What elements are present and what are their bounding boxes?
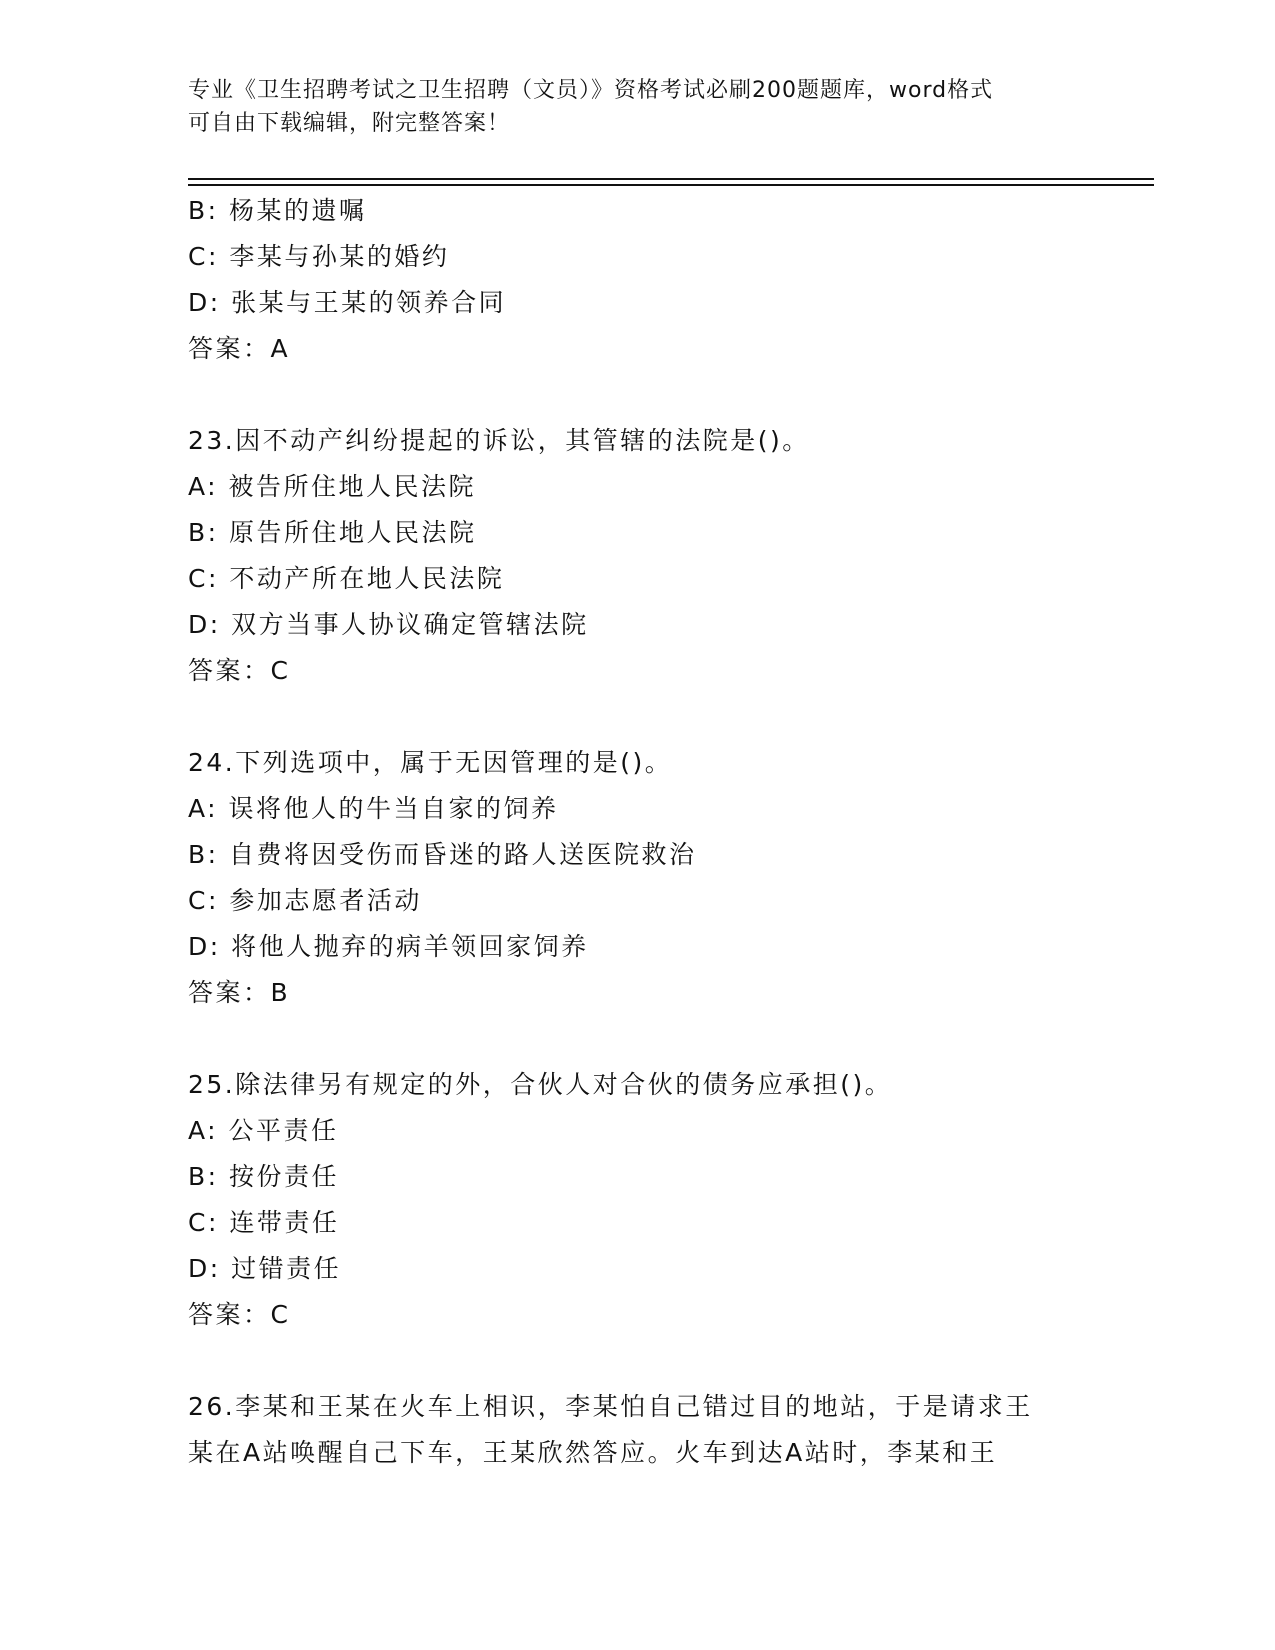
- question-25: [188, 1062, 1088, 1338]
- option-c: C: 连带责任: [188, 1208, 340, 1237]
- answer: 答案：C: [188, 1300, 291, 1329]
- header-divider-top: [188, 178, 1154, 180]
- header-line-1: 专业《卫生招聘考试之卫生招聘（文员）》资格考试必刷200题题库，word格式: [188, 78, 994, 103]
- question-stem-line-2: 某在A站唤醒自己下车，王某欣然答应。火车到达A站时，李某和王: [188, 1438, 998, 1467]
- option-c: C: 不动产所在地人民法院: [188, 564, 505, 593]
- header-line-2: 可自由下载编辑，附完整答案！: [188, 111, 511, 136]
- option-a: A: 误将他人的牛当自家的饲养: [188, 794, 559, 823]
- question-stem: 25.除法律另有规定的外，合伙人对合伙的债务应承担()。: [188, 1070, 893, 1099]
- question-stem: 24.下列选项中，属于无因管理的是()。: [188, 748, 673, 777]
- header-divider-bottom: [188, 184, 1154, 186]
- option-c: C: 李某与孙某的婚约: [188, 242, 450, 271]
- option-d: D: 过错责任: [188, 1254, 342, 1283]
- option-d: D: 双方当事人协议确定管辖法院: [188, 610, 589, 639]
- option-a: A: 公平责任: [188, 1116, 339, 1145]
- question-24: [188, 740, 1088, 1016]
- question-list: [188, 188, 1088, 1476]
- question-26: [188, 1384, 1088, 1476]
- option-d: D: 将他人抛弃的病羊领回家饲养: [188, 932, 589, 961]
- answer: 答案：B: [188, 978, 291, 1007]
- option-b: B: 原告所住地人民法院: [188, 518, 477, 547]
- option-a: A: 被告所住地人民法院: [188, 472, 477, 501]
- question-23: [188, 418, 1088, 694]
- option-b: B: 自费将因受伤而昏迷的路人送医院救治: [188, 840, 697, 869]
- option-b: B: 按份责任: [188, 1162, 340, 1191]
- option-c: C: 参加志愿者活动: [188, 886, 422, 915]
- option-b: B: 杨某的遗嘱: [188, 196, 367, 225]
- document-header: [188, 74, 1068, 140]
- question-22-continued: [188, 188, 1088, 372]
- answer: 答案：C: [188, 656, 291, 685]
- question-stem-line-1: 26.李某和王某在火车上相识，李某怕自己错过目的地站，于是请求王: [188, 1392, 1033, 1421]
- answer: 答案：A: [188, 334, 291, 363]
- question-stem: 23.因不动产纠纷提起的诉讼，其管辖的法院是()。: [188, 426, 810, 455]
- option-d: D: 张某与王某的领养合同: [188, 288, 507, 317]
